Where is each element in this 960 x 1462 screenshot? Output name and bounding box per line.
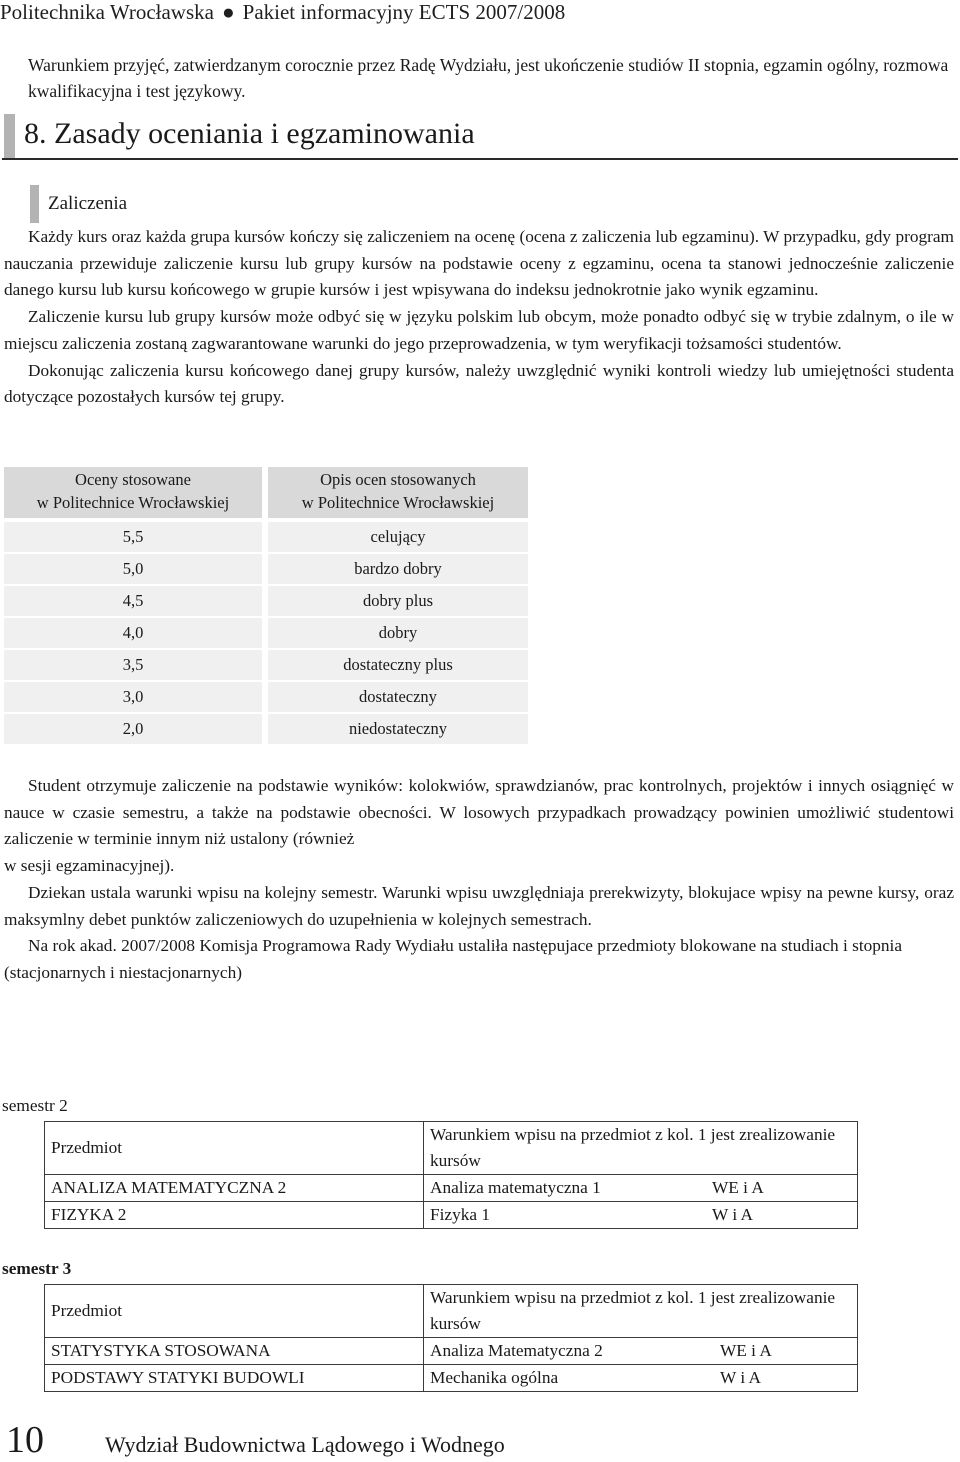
section-heading-bar [4,114,15,158]
prereq-cell: Analiza matematyczna 1 [424,1175,707,1202]
subject-cell: PODSTAWY STATYKI BUDOWLI [45,1365,424,1392]
type-cell: WE i A [706,1175,858,1202]
page-number: 10 [6,1419,44,1461]
section-title: 8. Zasady oceniania i egzaminowania [24,117,475,150]
type-cell: W i A [714,1365,858,1392]
grade-description: dostateczny [268,682,528,712]
paragraph-assessment-3: Dokonując zaliczenia kursu końcowego danej grupy kursów, należy uwzględnić wyniki kontroli wiedzy lub umiejętności studenta dotyczące pozostałych kursów tej grupy. [4,360,954,407]
subject-cell: ANALIZA MATEMATYCZNA 2 [45,1175,424,1202]
grade-value: 4,0 [4,618,262,648]
paragraph-completion-1-cont: w sesji egzaminacyjnej). [4,856,175,876]
table-row [45,1202,858,1229]
condition-header: Warunkiem wpisu na przedmiot z kol. 1 jest zrealizowanie kursów [424,1122,858,1175]
grade-header-line-2: w Politechnice Wrocławskiej [36,493,230,512]
table-row [45,1338,858,1365]
subject-cell: FIZYKA 2 [45,1202,424,1229]
subject-header: Przedmiot [45,1285,424,1338]
grade-header-line-1: Oceny stosowane [75,470,191,489]
semester-3-table [44,1284,858,1392]
table-row [45,1365,858,1392]
header-bullet: ● [221,0,235,24]
header-package: Pakiet informacyjny ECTS 2007/2008 [242,0,566,24]
grade-description: bardzo dobry [268,554,528,584]
grade-value: 5,5 [4,522,262,552]
paragraph-completion-1: Student otrzymuje zaliczenie na podstawie wyników: kolokwiów, sprawdzianów, prac kontrolnych, projektów i innych osiągnięć w nauce w czasie semestru, a także na podstawie obecności. W losowych przypadkach prowadzący powinien umożliwić studentowi zaliczenie w terminie innym niż ustalony (również [4,776,954,849]
grade-value: 3,0 [4,682,262,712]
table-row [45,1175,858,1202]
grade-table-header-descriptions [268,467,528,518]
subsection-heading-bar [30,185,39,223]
grade-value: 5,0 [4,554,262,584]
grade-value: 3,5 [4,650,262,680]
semester-2-table [44,1121,858,1229]
prereq-cell: Mechanika ogólna [424,1365,715,1392]
table-header-row [45,1122,858,1175]
prereq-cell: Analiza Matematyczna 2 [424,1338,715,1365]
paragraph-assessment-1: Każdy kurs oraz każda grupa kursów kończy się zaliczeniem na ocenę (ocena z zaliczenia lub egzaminu). W przypadku, gdy program nauczania przewiduje zaliczenie kursu lub grupy kursów na podstawie oceny z egzaminu, ocena ta stanowi jednocześnie zaliczenie danego kursu lub kursu końcowego w grupie kursów i jest wpisywana do indeksu jednokrotnie jako wynik egzaminu. [4,227,954,300]
page-header [0,0,960,24]
desc-header-line-2: w Politechnice Wrocławskiej [301,493,495,512]
completion-paragraphs [4,773,954,987]
header-university: Politechnika Wrocławska [0,0,214,24]
prereq-cell: Fizyka 1 [424,1202,707,1229]
subsection-heading [30,185,430,223]
grade-description: dostateczny plus [268,650,528,680]
grade-value: 4,5 [4,586,262,616]
footer-faculty: Wydział Budownictwa Lądowego i Wodnego [105,1432,505,1457]
subject-header: Przedmiot [45,1122,424,1175]
grade-description: dobry [268,618,528,648]
table-header-row [45,1285,858,1338]
subsection-title: Zaliczenia [48,193,128,214]
assessment-paragraphs [4,224,954,411]
semester-2-label: semestr 2 [2,1096,68,1115]
intro-paragraph: Warunkiem przyjęć, zatwierdzanym corocznie przez Radę Wydziału, jest ukończenie studiów II stopnia, egzamin ogólny, rozmowa kwalifikacyjna i test językowy. [28,55,949,101]
paragraph-completion-3-cont: (stacjonarnych i niestacjonarnych) [4,962,242,982]
grade-table-header-grades [4,467,262,518]
subject-cell: STATYSTYKA STOSOWANA [45,1338,424,1365]
desc-header-line-1: Opis ocen stosowanych [320,470,476,489]
grade-description: niedostateczny [268,714,528,744]
type-cell: W i A [706,1202,858,1229]
paragraph-assessment-2: Zaliczenie kursu lub grupy kursów może odbyć się w języku polskim lub obcym, może ponadto odbyć się w trybie zdalnym, o ile w miejscu zaliczenia zostaną zagwarantowane warunki do jego przeprowadzenia, w tym weryfikacji tożsamości studentów. [4,307,954,353]
section-heading [2,114,958,160]
type-cell: WE i A [714,1338,858,1365]
grade-value: 2,0 [4,714,262,744]
paragraph-completion-2: Dziekan ustala warunki wpisu na kolejny semestr. Warunki wpisu uwzględniaja prerekwizyty, blokujace wpisy na pewne kursy, oraz maksymlny debet punktów zaliczeniowych do uzupełnienia w kolejnych semestrach. [4,882,954,929]
grade-description: celujący [268,522,528,552]
condition-header: Warunkiem wpisu na przedmiot z kol. 1 jest zrealizowanie kursów [424,1285,858,1338]
grade-description: dobry plus [268,586,528,616]
semester-3-label: semestr 3 [2,1259,72,1278]
paragraph-completion-3: Na rok akad. 2007/2008 Komisja Programowa Rady Wydiału ustaliła następujace przedmioty blokowane na studiach i stopnia [28,936,903,956]
